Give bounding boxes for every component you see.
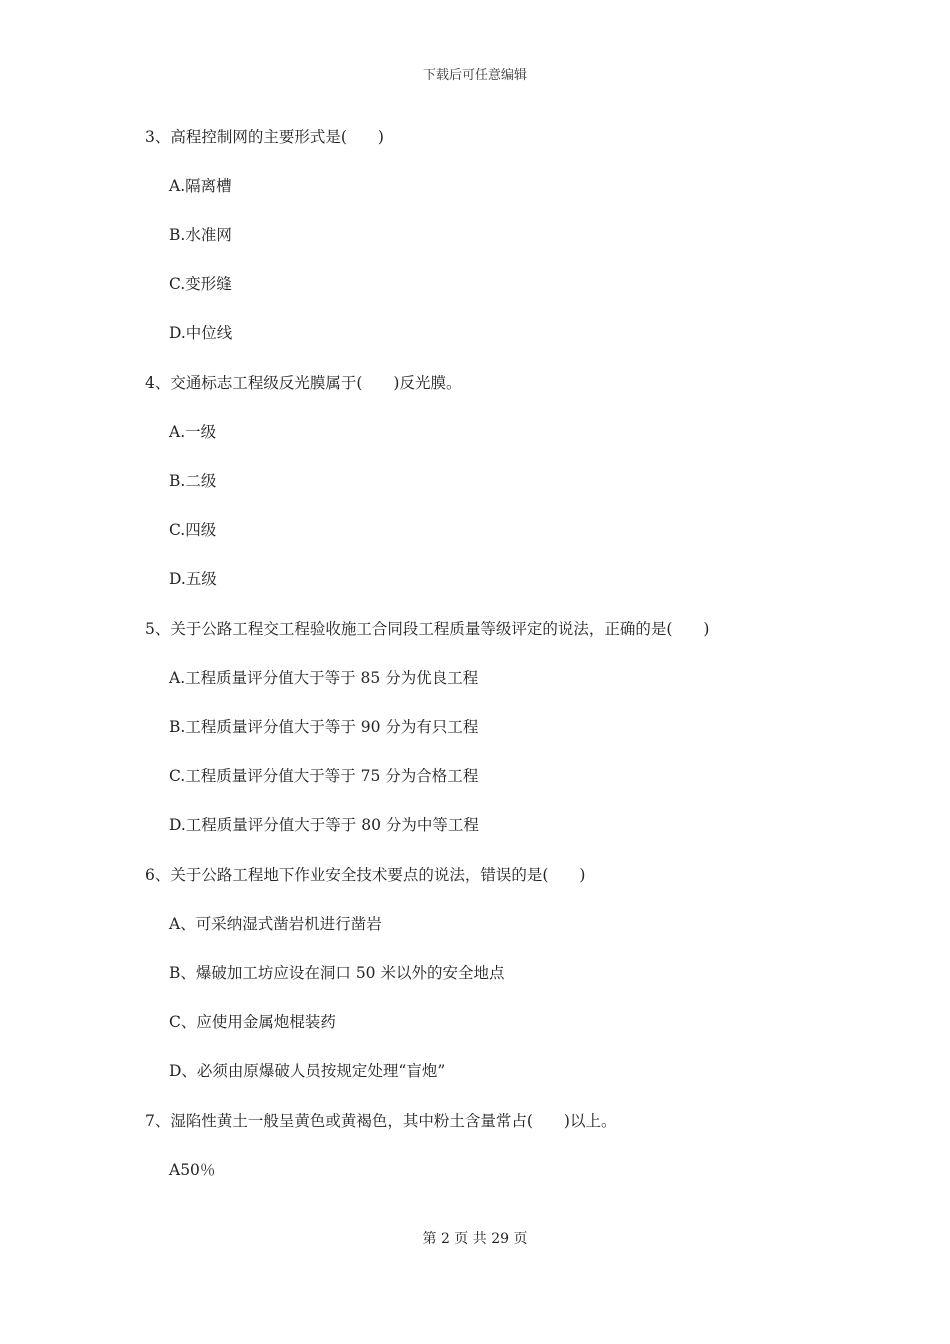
question-7-option-a: A50％ <box>169 1161 216 1179</box>
question-4-option-b: B.二级 <box>169 472 217 490</box>
question-6: 6、关于公路工程地下作业安全技术要点的说法，错误的是( ) <box>145 866 586 884</box>
question-4-option-c: C.四级 <box>169 521 217 539</box>
question-3-option-d: D.中位线 <box>169 324 233 342</box>
question-5: 5、关于公路工程交工程验收施工合同段工程质量等级评定的说法，正确的是( ) <box>145 620 710 638</box>
question-7: 7、湿陷性黄土一般呈黄色或黄褐色，其中粉土含量常占( )以上。 <box>145 1112 617 1130</box>
question-3: 3、高程控制网的主要形式是( ) <box>145 128 384 146</box>
question-6-option-c: C、应使用金属炮棍装药 <box>169 1013 336 1031</box>
question-3-option-a: A.隔离槽 <box>169 177 232 195</box>
question-3-option-c: C.变形缝 <box>169 275 232 293</box>
question-3-option-b: B.水准网 <box>169 226 232 244</box>
question-6-option-d: D、必须由原爆破人员按规定处理“盲炮” <box>169 1062 446 1080</box>
page-footer: 第 2 页 共 29 页 <box>422 1231 528 1247</box>
page-header: 下载后可任意编辑 <box>422 68 527 83</box>
question-6-option-a: A、可采纳湿式凿岩机进行凿岩 <box>169 915 382 933</box>
question-4-option-a: A.一级 <box>169 423 217 441</box>
question-5-option-d: D.工程质量评分值大于等于 80 分为中等工程 <box>169 816 479 834</box>
question-6-option-b: B、爆破加工坊应设在洞口 50 米以外的安全地点 <box>169 964 505 982</box>
question-5-option-a: A.工程质量评分值大于等于 85 分为优良工程 <box>169 669 479 687</box>
question-4: 4、交通标志工程级反光膜属于( )反光膜。 <box>145 374 462 392</box>
question-4-option-d: D.五级 <box>169 570 217 588</box>
question-5-option-c: C.工程质量评分值大于等于 75 分为合格工程 <box>169 767 479 785</box>
question-5-option-b: B.工程质量评分值大于等于 90 分为有只工程 <box>169 718 479 736</box>
